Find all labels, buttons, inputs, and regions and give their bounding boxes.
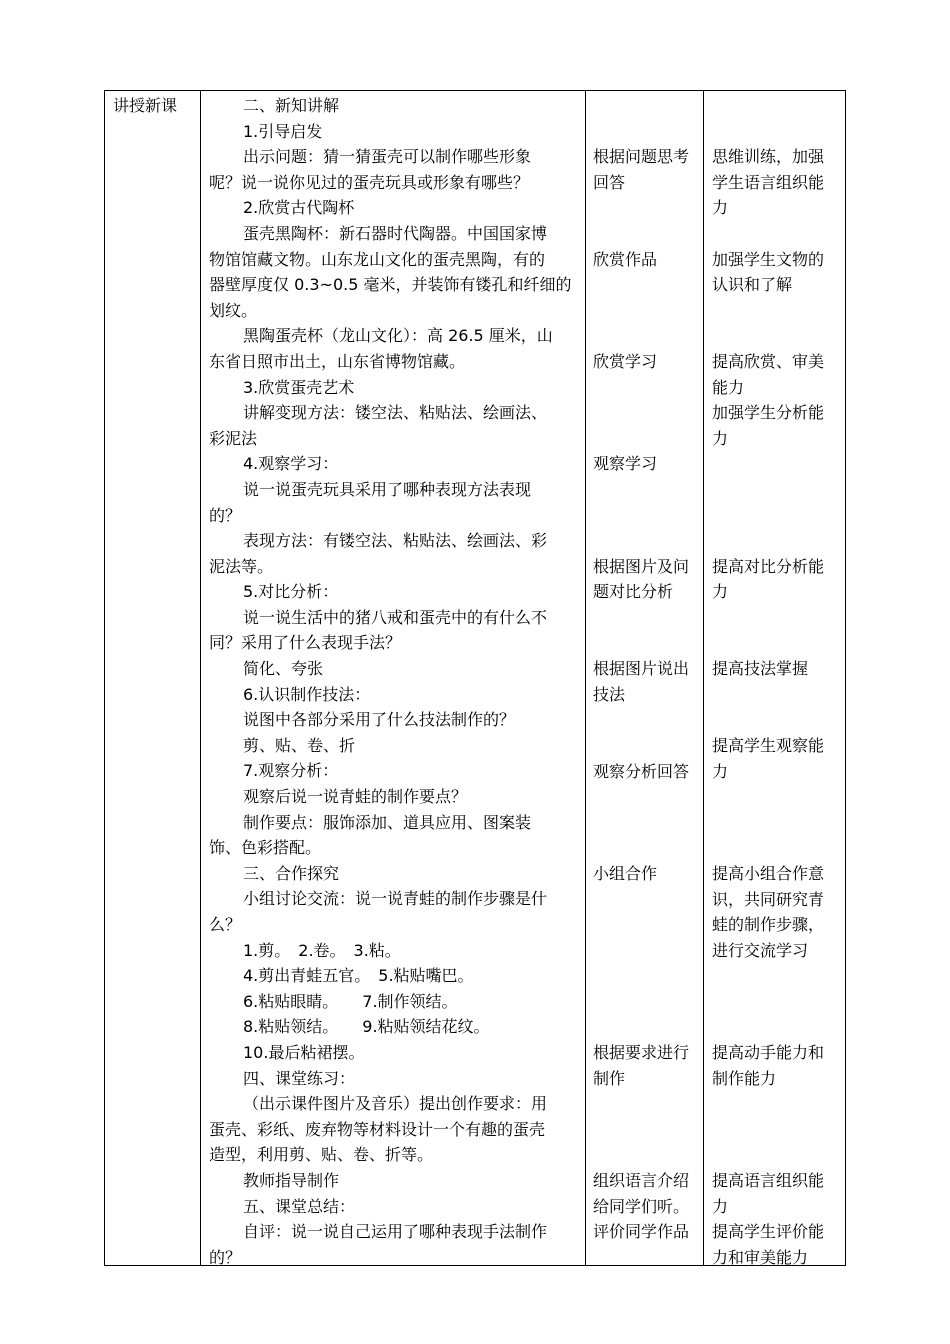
content-line: 6.认识制作技法：	[243, 684, 371, 704]
intent-line: 蛙的制作步骤，	[712, 915, 825, 935]
content-line: 教师指导制作	[243, 1170, 340, 1190]
content-line: 说一说生活中的猪八戒和蛋壳中的有什么不	[243, 607, 548, 627]
intent-line: 提高学生观察能	[712, 736, 825, 755]
content-line: 物馆馆藏文物。山东龙山文化的蛋壳黑陶，有的	[209, 249, 546, 269]
intent-line: 力	[712, 1196, 729, 1216]
activity-line: 根据图片及问	[593, 556, 690, 576]
intent-line: 能力	[712, 377, 745, 397]
content-line: 同？采用了什么表现手法？	[209, 633, 402, 653]
intent-line: 进行交流学习	[712, 940, 809, 960]
content-line: 饰、色彩搭配。	[209, 838, 322, 858]
content-line: （出示课件图片及音乐）提出创作要求：用	[243, 1094, 548, 1114]
intent-line: 力和审美能力	[712, 1248, 809, 1267]
content-line: 7.观察分析：	[243, 761, 339, 781]
activity-line: 题对比分析	[593, 582, 674, 602]
step-line: 6.粘贴眼睛。 7.制作领结。	[243, 991, 458, 1011]
content-line: 划纹。	[209, 300, 258, 320]
intent-line: 提高小组合作意	[712, 864, 825, 883]
content-line: 的？	[209, 1247, 242, 1267]
activity-line: 回答	[593, 172, 626, 192]
content-line: 5.对比分析：	[243, 582, 339, 602]
content-line: 蛋壳黑陶杯：新石器时代陶器。中国国家博	[243, 223, 548, 243]
activity-line: 观察分析回答	[593, 761, 690, 781]
intent-line: 力	[712, 761, 729, 781]
intent-line: 提高学生评价能	[712, 1222, 825, 1242]
column-divider-3	[703, 90, 704, 1266]
content-line: 简化、夸张	[243, 659, 324, 679]
section-heading: 五、课堂总结：	[243, 1196, 356, 1216]
section-heading: 二、新知讲解	[243, 96, 340, 115]
section-heading: 四、课堂练习：	[243, 1068, 356, 1088]
table-right-border	[845, 90, 846, 1266]
content-line: 呢？说一说你见过的蛋壳玩具或形象有哪些？	[209, 172, 530, 192]
intent-line: 提高对比分析能	[712, 556, 825, 576]
activity-line: 技法	[593, 684, 626, 704]
intent-line: 提高语言组织能	[712, 1171, 825, 1191]
intent-line: 力	[712, 198, 729, 218]
content-cell	[209, 93, 579, 1270]
intent-line: 提高动手能力和	[712, 1043, 825, 1063]
column-divider-1	[200, 90, 201, 1266]
section-heading: 三、合作探究	[243, 863, 340, 883]
intent-line: 加强学生文物的	[712, 249, 825, 269]
content-line: 2.欣赏古代陶杯	[243, 198, 355, 218]
content-line: 自评：说一说自己运用了哪种表现手法制作	[243, 1222, 548, 1242]
intent-line: 学生语言组织能	[712, 172, 825, 192]
step-line: 1.剪。 2.卷。 3.粘。	[243, 940, 401, 960]
intent-line: 认识和了解	[712, 275, 793, 295]
step-line: 4.剪出青蛙五官。 5.粘贴嘴巴。	[243, 966, 474, 986]
activity-line: 欣赏学习	[593, 352, 658, 371]
content-line: 东省日照市出土，山东省博物馆藏。	[209, 351, 466, 371]
step-line: 10.最后粘裙摆。	[243, 1042, 365, 1062]
content-line: 么？	[209, 915, 242, 934]
intent-line: 力	[712, 582, 729, 602]
content-line: 3.欣赏蛋壳艺术	[243, 377, 355, 397]
content-line: 的？	[209, 505, 242, 525]
intent-line: 力	[712, 428, 729, 448]
content-line: 造型，利用剪、贴、卷、折等。	[209, 1145, 434, 1165]
column-divider-2	[585, 90, 586, 1266]
content-line: 剪、贴、卷、折	[243, 735, 356, 755]
stage-label: 讲授新课	[113, 96, 178, 115]
content-line: 器壁厚度仅 0.3~0.5 毫米，并装饰有镂孔和纤细的	[209, 275, 572, 295]
table-top-border	[104, 90, 846, 91]
content-line: 1.引导启发	[243, 121, 323, 141]
step-line: 8.粘贴领结。 9.粘贴领结花纹。	[243, 1017, 490, 1037]
content-line: 讲解变现方法：镂空法、粘贴法、绘画法、	[243, 403, 548, 423]
intent-line: 思维训练，加强	[712, 147, 825, 167]
content-line: 彩泥法	[209, 428, 258, 448]
activity-line: 欣赏作品	[593, 249, 658, 269]
activity-line: 组织语言介绍	[593, 1171, 690, 1191]
content-line: 出示问题：猜一猜蛋壳可以制作哪些形象	[243, 147, 532, 167]
activity-line: 给同学们听。	[593, 1196, 690, 1216]
intent-line: 提高技法掌握	[712, 659, 809, 679]
activity-line: 制作	[593, 1068, 626, 1088]
intent-line: 提高欣赏、审美	[712, 352, 825, 371]
content-line: 制作要点：服饰添加、道具应用、图案装	[243, 812, 532, 832]
intent-line: 加强学生分析能	[712, 403, 825, 423]
content-line: 说图中各部分采用了什么技法制作的？	[243, 710, 516, 730]
content-line: 4.观察学习：	[243, 454, 339, 474]
content-line: 蛋壳、彩纸、废弃物等材料设计一个有趣的蛋壳	[209, 1119, 546, 1139]
intent-line: 制作能力	[712, 1068, 777, 1088]
content-line: 说一说蛋壳玩具采用了哪种表现方法表现	[243, 479, 532, 499]
activity-line: 根据图片说出	[593, 659, 690, 679]
activity-line: 观察学习	[593, 454, 658, 474]
activity-line: 根据问题思考	[593, 147, 690, 167]
activity-line: 小组合作	[593, 864, 658, 883]
intent-line: 识，共同研究青	[712, 889, 825, 909]
stage-cell	[113, 93, 177, 119]
table-left-border	[104, 90, 105, 1266]
content-line: 小组讨论交流：说一说青蛙的制作步骤是什	[243, 889, 548, 909]
content-line: 泥法等。	[209, 556, 274, 576]
content-line: 黑陶蛋壳杯（龙山文化）：高 26.5 厘米，山	[243, 326, 553, 346]
content-line: 观察后说一说青蛙的制作要点？	[243, 787, 468, 807]
activity-line: 根据要求进行	[593, 1043, 690, 1063]
activity-line: 评价同学作品	[593, 1222, 690, 1242]
content-line: 表现方法：有镂空法、粘贴法、绘画法、彩	[243, 531, 548, 551]
